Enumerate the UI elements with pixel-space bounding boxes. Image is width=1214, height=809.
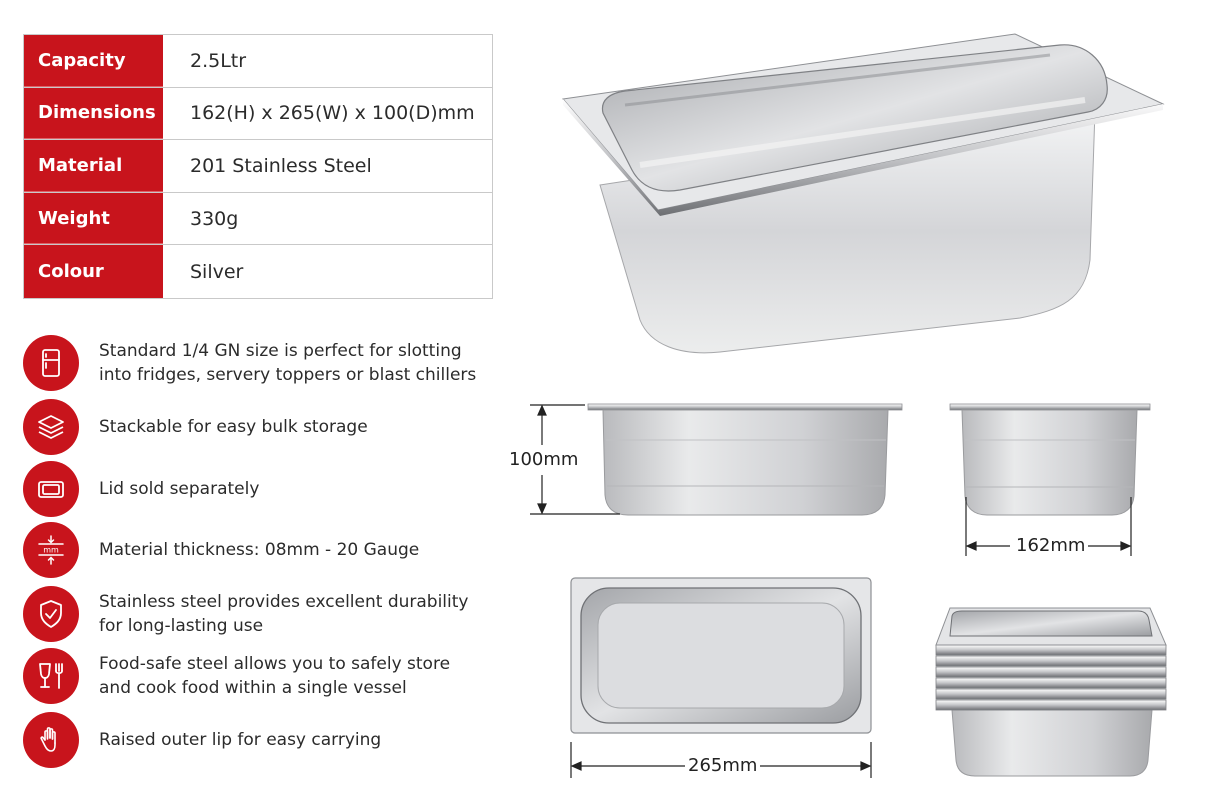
svg-text:mm: mm: [43, 545, 59, 555]
feature-line: for long-lasting use: [99, 616, 264, 636]
feature-line: Stainless steel provides excellent durability: [99, 592, 469, 612]
feature-line: Food-safe steel allows you to safely store: [99, 654, 451, 674]
pan-perspective-view: [563, 34, 1163, 353]
spec-label: Material: [24, 140, 163, 192]
width-dimension-label: 265mm: [688, 755, 758, 776]
pan-front-view: [588, 404, 902, 515]
spec-label: Weight: [24, 193, 163, 245]
spec-label: Colour: [24, 245, 163, 298]
spec-value: 330g: [190, 207, 239, 230]
pan-top-view: [571, 578, 871, 733]
spec-label: Dimensions: [24, 88, 163, 140]
feature-line: Stackable for easy bulk storage: [99, 417, 368, 437]
spec-value: 162(H) x 265(W) x 100(D)mm: [190, 102, 475, 125]
spec-value: 2.5Ltr: [190, 49, 247, 72]
feature-line: Material thickness: 08mm - 20 Gauge: [99, 540, 420, 560]
spec-label: Capacity: [24, 35, 163, 87]
stacked-pans-view: [936, 608, 1166, 776]
pan-side-view: [950, 404, 1150, 515]
feature-line: Raised outer lip for easy carrying: [99, 730, 382, 750]
feature-line: Standard 1/4 GN size is perfect for slotting: [99, 341, 462, 361]
feature-line: into fridges, servery toppers or blast chillers: [99, 365, 477, 385]
feature-line: and cook food within a single vessel: [99, 678, 407, 698]
height-dimension-label: 100mm: [509, 449, 579, 470]
depth-dimension-label: 162mm: [1016, 535, 1086, 556]
spec-value: Silver: [190, 260, 244, 283]
feature-line: Lid sold separately: [99, 479, 260, 499]
spec-value: 201 Stainless Steel: [190, 154, 372, 177]
